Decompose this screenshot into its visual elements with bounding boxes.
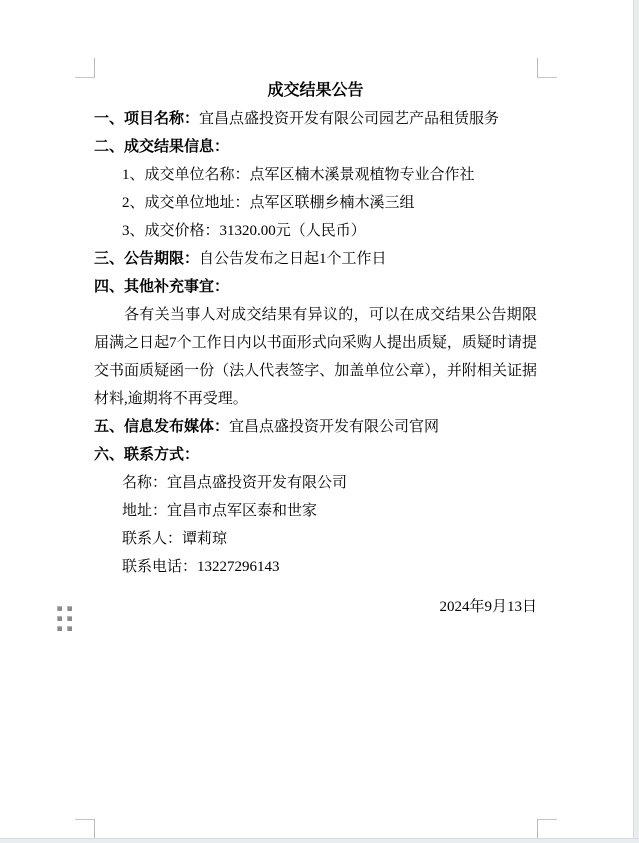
document-body [94, 77, 537, 621]
contact-name: 名称：宜昌点盛投资开发有限公司 [122, 475, 348, 491]
section-project-label: 一、项目名称： [94, 111, 200, 127]
page-right-edge [633, 0, 639, 843]
document-date: 2024年9月13日 [439, 599, 537, 615]
section-media-value: 宜昌点盛投资开发有限公司官网 [229, 419, 440, 435]
contact-address: 地址：宜昌市点军区泰和世家 [122, 503, 318, 519]
section-period-label: 三、公告期限： [94, 251, 200, 267]
dot [57, 616, 62, 621]
section-supplement-heading: 四、其他补充事宜： [94, 279, 230, 295]
dot [57, 626, 62, 631]
section-period [94, 245, 537, 273]
section-supplement-body: 各有关当事人对成交结果有异议的，可以在成交结果公告期限届满之日起7个工作日内以书面形式向采购人提出质疑，质疑时请提交书面质疑函一份（法人代表签字、加盖单位公章），并附相关证据材料,逾期将不再受理。 [94, 307, 537, 407]
section-media [94, 413, 537, 441]
section-project-value: 宜昌点盛投资开发有限公司园艺产品租赁服务 [199, 111, 500, 127]
section-period-value: 自公告发布之日起1个工作日 [199, 251, 387, 267]
text-boundary-mark-bottom-right [537, 819, 557, 839]
text-boundary-mark-top-right [537, 58, 557, 78]
contact-person: 联系人：谭莉琼 [122, 531, 228, 547]
page-bottom-edge [0, 838, 639, 843]
dot [67, 616, 72, 621]
result-item-winner-name: 1、成交单位名称：点军区楠木溪景观植物专业合作社 [122, 167, 475, 183]
contact-phone: 联系电话：13227296143 [122, 559, 280, 575]
section-project [94, 105, 537, 133]
dot [57, 606, 62, 611]
drag-handle-dots-icon[interactable] [57, 606, 72, 631]
section-media-label: 五、信息发布媒体： [94, 419, 230, 435]
text-boundary-mark-top-left [75, 58, 95, 78]
result-item-price: 3、成交价格：31320.00元（人民币） [122, 223, 366, 239]
dot [67, 606, 72, 611]
document-title: 成交结果公告 [267, 82, 364, 99]
result-item-winner-address: 2、成交单位地址：点军区联棚乡楠木溪三组 [122, 195, 415, 211]
section-result-heading: 二、成交结果信息： [94, 139, 230, 155]
section-contact-heading: 六、联系方式： [94, 447, 200, 463]
dot [67, 626, 72, 631]
text-boundary-mark-bottom-left [75, 819, 95, 839]
